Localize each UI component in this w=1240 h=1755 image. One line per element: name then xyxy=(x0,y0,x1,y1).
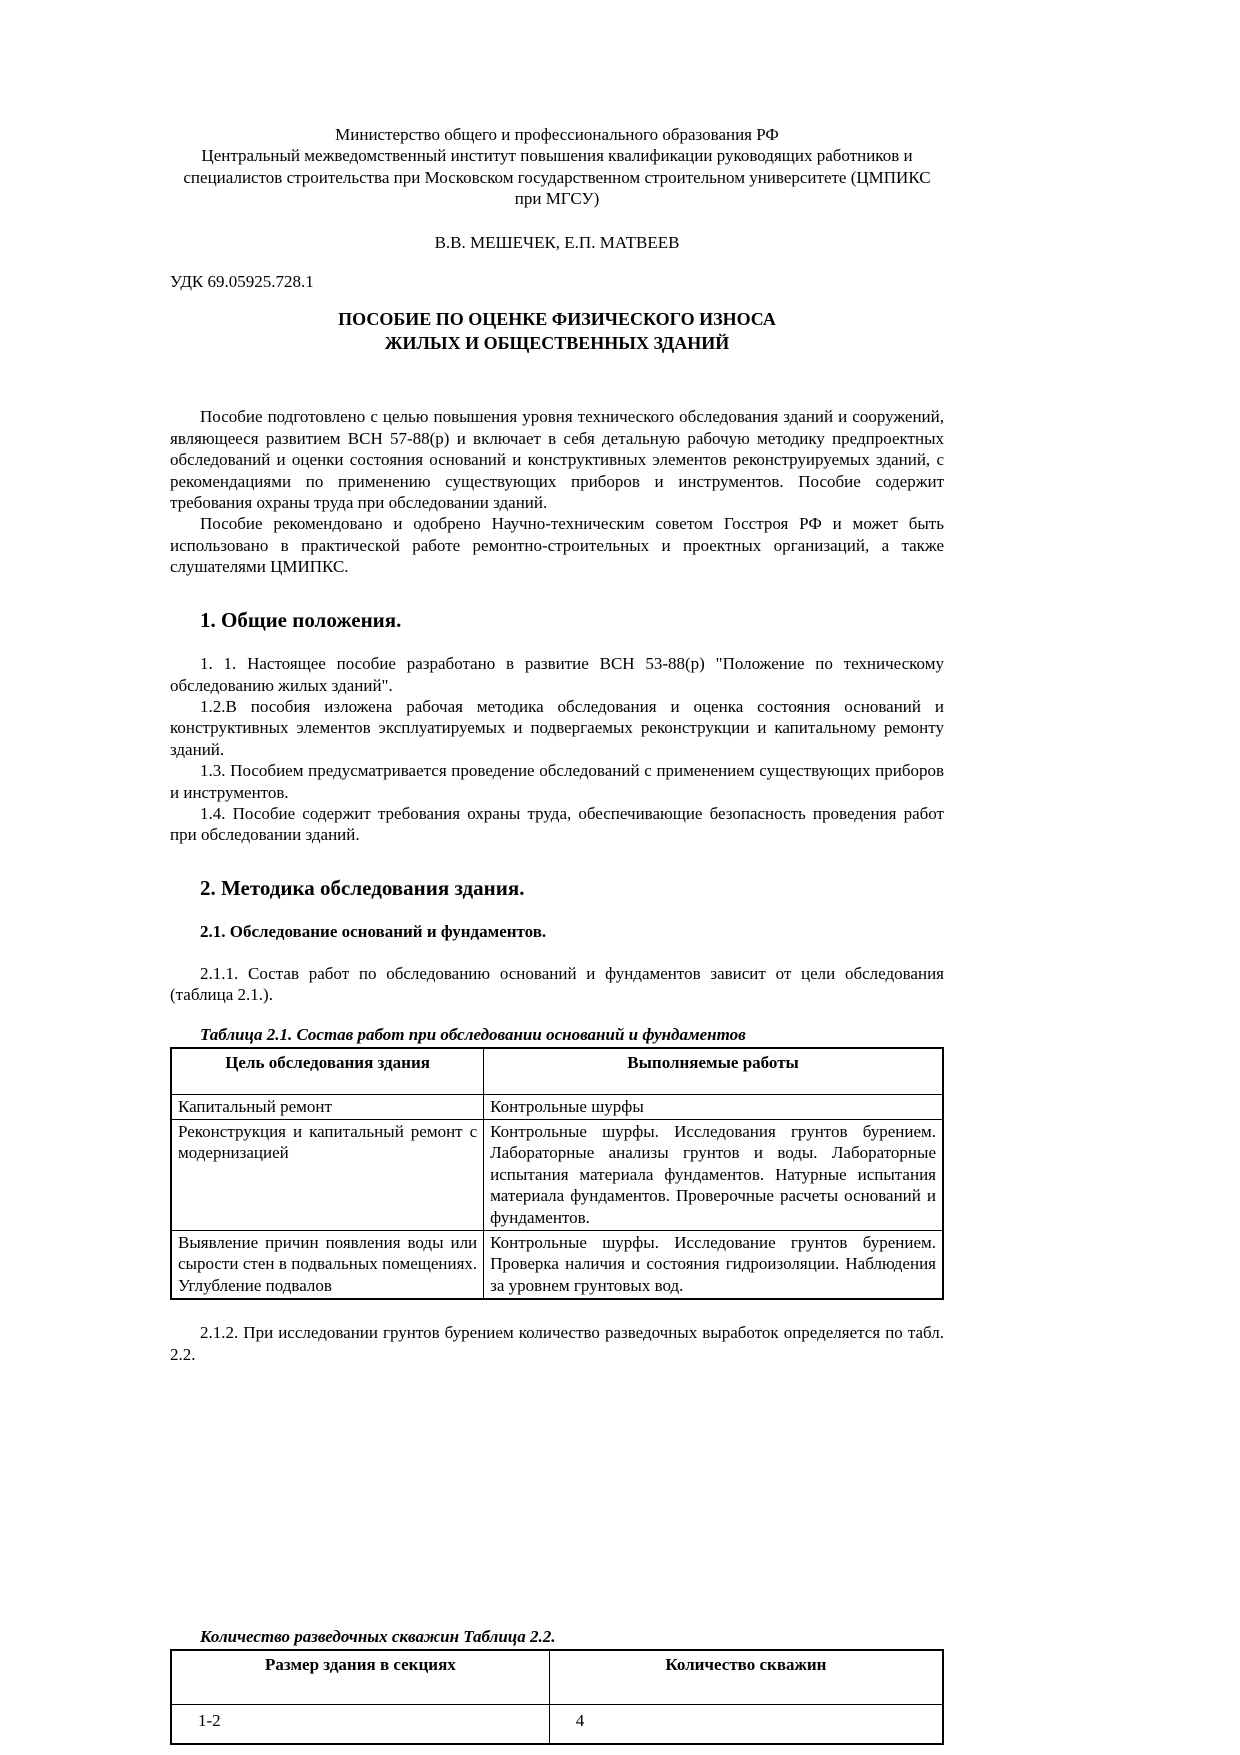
table-2-2-block xyxy=(170,1608,944,1745)
document-title-line: ПОСОБИЕ ПО ОЦЕНКЕ ФИЗИЧЕСКОГО ИЗНОСА xyxy=(338,309,776,330)
table-cell: 1-2 xyxy=(171,1704,549,1744)
table-2-1 xyxy=(170,1047,944,1300)
table-cell: Контрольные шурфы. Исследования грунтов бурением. Лабораторные анализы грунтов и воды. Лабораторные испытания материала фундаментов. Натурные испытания материала фундаментов. Проверочные расчеты оснований и фундаментов. xyxy=(484,1119,943,1230)
table-header-row xyxy=(171,1048,943,1094)
intro-block xyxy=(170,406,944,577)
section-1-heading: 1. Общие положения. xyxy=(200,607,402,632)
section-1-paragraph: 1.2.В пособия изложена рабочая методика обследования и оценка состояния оснований и конструктивных элементов эксплуатируемых и подвергаемых реконструкции и капитальному ремонту зданий. xyxy=(170,696,944,759)
table-2-2-header-size: Размер здания в секциях xyxy=(171,1650,549,1704)
intro-paragraph: Пособие рекомендовано и одобрено Научно-техническим советом Госстроя РФ и может быть использовано в практической работе ремонтно-строительных и проектных организаций, а также слушателями ЦМИПКС. xyxy=(170,514,944,577)
table-row xyxy=(171,1704,943,1744)
table-row xyxy=(171,1119,943,1230)
ministry-header xyxy=(170,124,944,210)
authors-line: В.В. МЕШЕЧЕК, Е.П. МАТВЕЕВ xyxy=(434,232,680,252)
table-2-2-caption: Количество разведочных скважин Таблица 2.2. xyxy=(200,1626,556,1646)
ministry-header-line: Министерство общего и профессионального образования РФ xyxy=(335,125,779,144)
table-2-2-header-count: Количество скважин xyxy=(549,1650,943,1704)
table-cell: Реконструкция и капитальный ремонт с модернизацией xyxy=(171,1119,484,1230)
section-1-paragraph: 1.3. Пособием предусматривается проведение обследований с применением существующих приборов и инструментов. xyxy=(170,761,944,802)
table-row xyxy=(171,1231,943,1300)
table-header-row xyxy=(171,1650,943,1704)
document-title xyxy=(170,308,944,356)
table-2-1-header-goal: Цель обследования здания xyxy=(171,1048,484,1094)
paragraph-2-1-1: 2.1.1. Состав работ по обследованию оснований и фундаментов зависит от цели обследования (таблица 2.1.). xyxy=(170,963,944,1005)
paragraph-2-1-2: 2.1.2. При исследовании грунтов бурением количество разведочных выработок определяется по табл. 2.2. xyxy=(170,1323,944,1364)
udk-number: УДК 69.05925.728.1 xyxy=(170,272,314,292)
section-2-heading: 2. Методика обследования здания. xyxy=(200,875,525,900)
table-2-1-caption: Таблица 2.1. Состав работ при обследовании оснований и фундаментов xyxy=(200,1024,746,1044)
section-1-paragraph: 1.4. Пособие содержит требования охраны труда, обеспечивающие безопасность проведения работ при обследовании зданий. xyxy=(170,804,944,845)
section-2-1-subheading: 2.1. Обследование оснований и фундаментов. xyxy=(200,922,547,942)
section-1-paragraph: 1. 1. Настоящее пособие разработано в развитие ВСН 53-88(р) "Положение по техническому обследованию жилых зданий". xyxy=(170,654,944,695)
intro-paragraph: Пособие подготовлено с целью повышения уровня технического обследования зданий и сооружений, являющееся развитием ВСН 57-88(р) и включает в себя детальную рабочую методику предпроектных обследований и оценки состояния оснований и конструктивных элементов реконструируемых зданий, с рекомендациями по применению существующих приборов и инструментов. Пособие содержит требования охраны труда при обследовании зданий. xyxy=(170,407,944,512)
table-2-1-header-works: Выполняемые работы xyxy=(484,1048,943,1094)
ministry-header-line: Центральный межведомственный институт повышения квалификации руководящих работников и специалистов строительства при Московском государственном строительном университете (ЦМПИКС при МГСУ) xyxy=(183,146,931,209)
table-2-2 xyxy=(170,1649,944,1745)
table-cell: Капитальный ремонт xyxy=(171,1094,484,1119)
document-title-line: ЖИЛЫХ И ОБЩЕСТВЕННЫХ ЗДАНИЙ xyxy=(384,333,730,354)
table-cell: Контрольные шурфы. Исследование грунтов бурением. Проверка наличия и состояния гидроизоляции. Наблюдения за уровнем грунтовых вод. xyxy=(484,1231,943,1300)
table-cell: Выявление причин появления воды или сырости стен в подвальных помещениях. Углубление подвалов xyxy=(171,1231,484,1300)
table-row xyxy=(171,1094,943,1119)
table-cell: 4 xyxy=(549,1704,943,1744)
table-cell: Контрольные шурфы xyxy=(484,1094,943,1119)
